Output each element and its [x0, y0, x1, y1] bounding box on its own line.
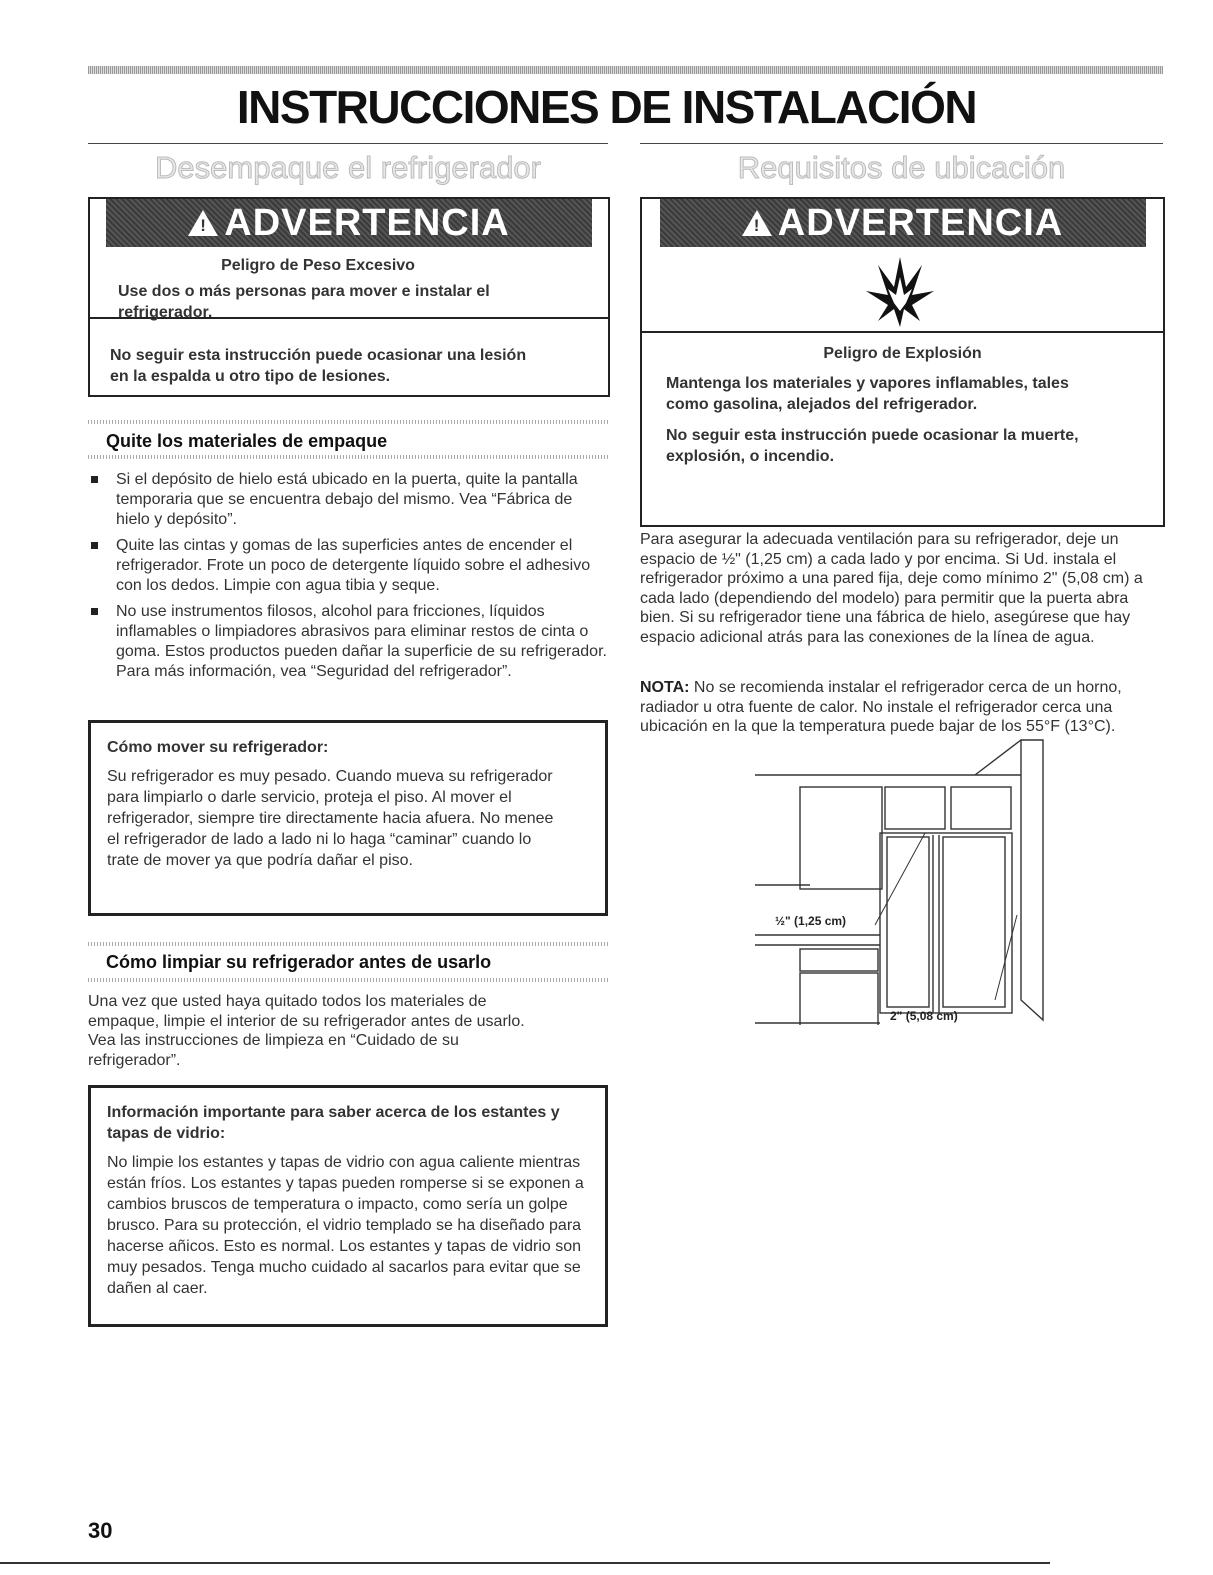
top-dotted-bar — [88, 66, 1163, 74]
warning-line: Use dos o más personas para mover e instalar el refrigerador. — [118, 283, 490, 321]
ventilation-paragraph: Para asegurar la adecuada ventilación para su refrigerador, deje un espacio de ½" (1,25 cm) a cada lado y por encima. Si Ud. instala el refrigerador próximo a una pared fija, deje como mínimo 2" (5,08 cm) a cada lado (dependiendo del modelo) para permitir que la puerta abra bien. Si su refrigerador tiene una fábrica de hielo, asegúrese que hay espacio adicional atrás para las conexiones de la línea de agua. — [640, 531, 1143, 646]
wall-outline — [1021, 740, 1043, 1020]
right-section-title: Requisitos de ubicación — [737, 150, 1066, 185]
explosion-icon — [860, 247, 940, 331]
packaging-list — [88, 470, 608, 688]
cleaning-text: Una vez que usted haya quitado todos los materiales de empaque, limpie el interior de su refrigerador antes de usarlo. Vea las instrucciones de limpieza en “Cuidado de su refrigerador”. — [88, 993, 525, 1069]
half-inch-label: ½" (1,25 cm) — [775, 914, 847, 928]
moving-info-box — [88, 720, 608, 916]
wall-top-line — [975, 740, 1021, 775]
list-item: Si el depósito de hielo está ubicado en la puerta, quite la pantalla temporaria que se encuentra debajo del mismo. Vea “Fábrica de hielo y depósito”. — [88, 470, 608, 530]
warning-banner — [106, 199, 592, 247]
note-text: No se recomienda instalar el refrigerador cerca de un horno, radiador u otra fuente de calor. No instale el refrigerador cerca una ubicación en la que la temperatura puede bajar de los 55°F (13°C). — [640, 679, 1122, 735]
dotted-divider — [88, 420, 608, 424]
list-item: No use instrumentos filosos, alcohol para fricciones, líquidos inflamables o limpiadores abrasivos para eliminar restos de cinta o goma. Estos productos pueden dañar la superficie de su refrigerador. Para más información, vea “Seguridad del refrigerador”. — [88, 602, 608, 682]
dotted-divider — [88, 942, 608, 946]
warning-body — [90, 247, 608, 323]
moving-text: Su refrigerador es muy pesado. Cuando mueva su refrigerador para limpiarlo o darle servicio, proteja el piso. Al mover el refrigerador, siempre tire directamente hacia afuera. No menee el refrigerador de lado a lado ni lo haga “caminar” cuando lo trate de mover ya que podría dañar el piso. — [107, 768, 554, 869]
packaging-heading: Quite los materiales de empaque — [106, 431, 388, 451]
shelves-text: No limpie los estantes y tapas de vidrio con agua caliente mientras están fríos. Los estantes y tapas pueden romperse si se exponen a cambios bruscos de temperatura o impacto, como sería un golpe brusco. Para su protección, el vidrio templado se ha diseñado para hacerse añicos. Esto es normal. Los estantes y tapas de vidrio son muy pesados. Tenga mucho cuidado al sacarlos para evitar que se dañen al caer. — [107, 1154, 584, 1297]
upper-cabinet-right — [951, 787, 1011, 829]
left-section-title: Desempaque el refrigerador — [155, 150, 541, 185]
moving-heading: Cómo mover su refrigerador: — [107, 739, 329, 756]
cleaning-heading: Cómo limpiar su refrigerador antes de usarlo — [106, 952, 492, 972]
warning-triangle-icon — [742, 210, 772, 236]
warning-banner — [660, 199, 1146, 247]
warning-line: No seguir esta instrucción puede ocasionar la muerte, explosión, o incendio. — [666, 427, 1079, 465]
warning-banner-text: ADVERTENCIA — [777, 201, 1064, 244]
warning-line: Mantenga los materiales y vapores inflamables, tales como gasolina, alejados del refrigerador. — [666, 375, 1069, 413]
warning-triangle-icon — [188, 210, 218, 236]
dotted-divider — [88, 978, 608, 982]
weight-warning-box-lower — [88, 315, 610, 397]
two-inch-label: 2" (5,08 cm) — [890, 1009, 958, 1023]
page-number: 30 — [88, 1518, 113, 1543]
page-title: INSTRUCCIONES DE INSTALACIÓN — [236, 81, 977, 133]
note-paragraph — [640, 678, 1160, 737]
left-rule — [88, 143, 608, 144]
warning-banner-text: ADVERTENCIA — [224, 201, 510, 244]
glass-shelves-info-box — [88, 1085, 608, 1327]
right-rule — [640, 143, 1163, 144]
weight-warning-box — [88, 197, 610, 319]
explosion-warning-box — [640, 197, 1165, 527]
bottom-rule — [0, 1562, 1050, 1564]
note-label: NOTA: — [640, 679, 690, 696]
warning-line: No seguir esta instrucción puede ocasionar una lesión en la espalda u otro tipo de lesiones. — [110, 347, 527, 385]
warning-body — [642, 333, 1163, 467]
refrigerator-clearance-diagram — [755, 735, 1055, 1025]
refrigerator-outline — [880, 833, 1012, 1013]
shelves-heading: Información importante para saber acerca de los estantes y tapas de vidrio: — [107, 1104, 560, 1142]
upper-cabinet-mid — [885, 787, 945, 829]
upper-cabinet-left — [800, 787, 882, 889]
warning-heading: Peligro de Peso Excesivo — [221, 257, 415, 274]
list-item: Quite las cintas y gomas de las superficies antes de encender el refrigerador. Frote un poco de detergente líquido sobre el adhesivo con los dedos. Limpie con agua tibia y seque. — [88, 536, 608, 596]
explosion-symbol-area — [642, 247, 1163, 333]
warning-heading: Peligro de Explosión — [823, 345, 982, 362]
dotted-divider — [88, 455, 608, 459]
